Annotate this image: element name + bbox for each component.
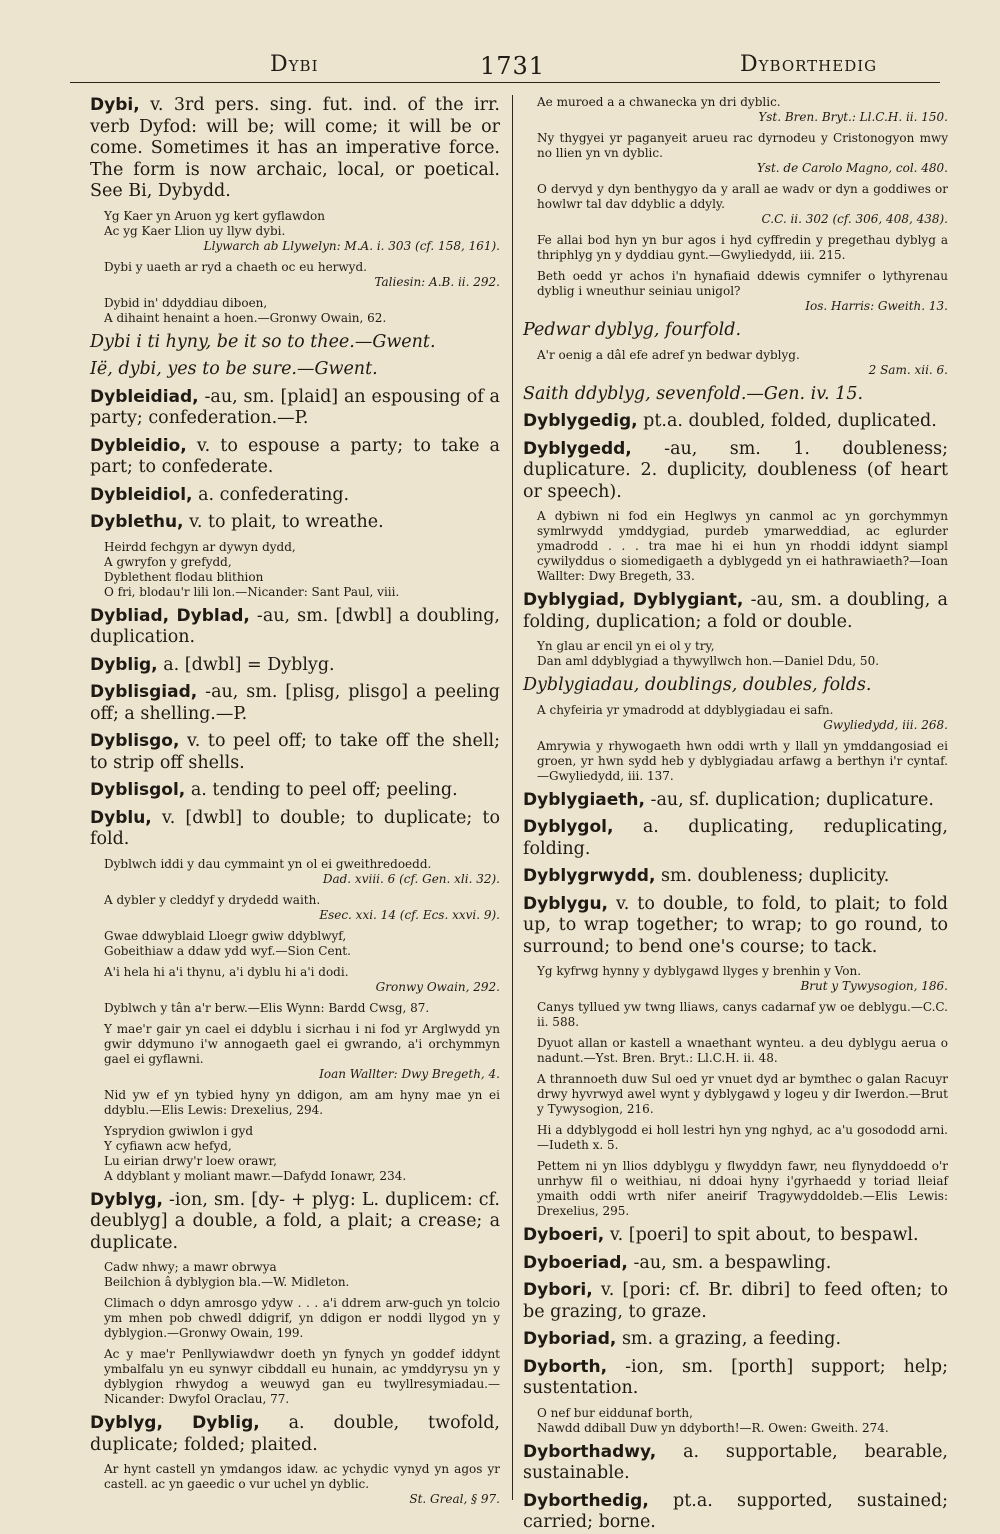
dictionary-entry [90,606,500,649]
citation-text: A dybiwn ni fod ein Heglwys yn canmol ac yn gorchymmyn symlrwydd ymddygiad, purdeb ymarweddiad, ac eglurder ymadrodd . . . tra mae hi ei hun yn rhoddi iddynt siampl cywilyddus o siomedigaeth a dyblygedd yn ei hathrawiaeth?—Ioan Wallter: Dwy Bregeth, 33. [537,509,948,583]
sub-entry: Dybi i ti hyny, be it so to thee.—Gwent. [90,331,436,352]
running-head-left: Dybi [270,52,319,77]
citation-text: Dyblwch iddi y dau cymmaint yn ol ei gweithredoedd. [104,856,432,871]
dictionary-entry [523,1225,948,1247]
citation-text: Yn glau ar encil yn ei ol y try, Dan aml ddyblygiad a thywyllwch hon.—Daniel Ddu, 50. [537,639,880,668]
definition: v. to plait, to wreathe. [189,512,384,532]
citation-source: Taliesin: A.B. ii. 292. [374,274,500,289]
definition: -au, sm. a bespawling. [633,1252,832,1273]
citation [104,209,500,254]
headword: Dybleidio, [90,435,187,456]
definition: v. [poeri] to spit about, to bespawl. [609,1225,919,1245]
citation [537,182,948,227]
headword: Dyborthedig, [523,1490,649,1511]
citation-text: Dyuot allan or kastell a wnaethant wynteu. a deu dyblygu aerua o nadunt.—Yst. Bren. Bryt.: Ll.C.H. ii. 48. [537,1036,948,1065]
dictionary-entry [90,436,500,479]
citation-source: Esec. xxi. 14 (cf. Ecs. xxvi. 9). [319,907,500,922]
citation-text: A'r oenig a dâl efe adref yn bedwar dyblyg. [537,347,800,362]
headword: Dyblygrwydd, [523,866,656,886]
sub-entry: Saith ddyblyg, sevenfold.—Gen. iv. 15. [523,383,864,404]
citation-source: Llywarch ab Llywelyn: M.A. i. 303 (cf. 158, 161). [203,238,500,253]
citation [537,233,948,263]
citation [537,1159,948,1219]
definition: v. to double, to fold, to plait; to fold up, to wrap together; to wrap; to go round, to surround; to bend one's course; to tack. [523,893,948,957]
headword: Dybleidiad, [90,386,199,407]
headword: Dybori, [523,1280,593,1300]
headword: Dyboeri, [523,1225,605,1245]
definition: a. [dwbl] = Dyblyg. [163,654,335,675]
headword: Dyblygedig, [523,411,638,431]
citation [537,269,948,314]
definition: a. confederating. [198,484,350,505]
dictionary-entry [523,590,948,633]
citation-source: Dad. xviii. 6 (cf. Gen. xli. 32). [322,871,500,886]
citation-text: Nid yw ef yn tybied hyny yn ddigon, am am hyny mae yn ei ddyblu.—Elis Lewis: Drexelius, 294. [104,1087,500,1117]
headword: Dyblyg, Dyblig, [90,1413,260,1433]
definition: v. 3rd pers. sing. fut. ind. of the irr. verb Dyfod: will be; will come; it will be or come. Sometimes it has an imperative force. The form is now archaic, local, or poetical. See Bi, Dybydd. [90,95,500,201]
dictionary-entry [90,95,500,203]
dictionary-entry [523,1491,948,1534]
sub-entry: Ië, dybi, yes to be sure.—Gwent. [90,359,378,379]
citation-text: Heirdd fechgyn ar dywyn dydd, A gwryfon y grefydd, Dyblethent flodau blithion O fri, blodau'r lili lon.—Nicander: Sant Paul, viii. [104,539,400,599]
citation [104,929,500,959]
citation-source: Ios. Harris: Gweith. 13. [805,299,948,313]
citation [104,540,500,600]
headword: Dyboriad, [523,1329,617,1349]
dictionary-entry [90,808,500,851]
citation-text: Gwae ddwyblaid Lloegr gwiw ddyblwyf, Gobeithiaw a ddaw ydd wyf.—Sion Cent. [104,928,351,958]
citation [104,893,500,923]
dictionary-entry [523,1280,948,1323]
citation [104,296,500,326]
citation [104,965,500,995]
citation-text: A thrannoeth duw Sul oed yr vnuet dyd ar bymthec o galan Racuyr drwy hyvrwyd awel wynt y dyblygawd y logeu y dir Iwerdon.—Brut y Tywysogion, 216. [537,1072,948,1116]
dictionary-entry [523,1329,948,1351]
definition: a. duplicating, reduplicating, folding. [523,817,948,859]
headword: Dyblygiad, Dyblygiant, [523,590,744,610]
headword: Dyblygu, [523,893,608,914]
definition: v. [dwbl] to double; to duplicate; to fold. [90,807,500,849]
citation [104,857,500,887]
dictionary-entry [90,1190,500,1255]
definition: v. [pori: cf. Br. dibri] to feed often; to be grazing, to graze. [523,1280,948,1322]
citation [104,1001,500,1016]
headword: Dyborthadwy, [523,1441,657,1462]
citation-source: C.C. ii. 302 (cf. 306, 408, 438). [761,212,948,226]
definition: -au, sf. duplication; duplicature. [650,789,934,810]
citation-text: Dyblwch y tân a'r berw.—Elis Wynn: Bardd Cwsg, 87. [104,1000,430,1015]
citation [537,739,948,784]
definition: -au, sm. [dwbl] a doubling, duplication. [90,605,500,647]
dictionary-entry [523,894,948,959]
headword: Dyblygol, [523,817,614,837]
citation-text: Yg kyfrwg hynny y dyblygawd llyges y brenhin y Von. [537,964,862,978]
citation-text: A'i hela hi a'i thynu, a'i dyblu hi a'i dodi. [104,964,349,979]
definition: sm. doubleness; duplicity. [660,866,890,886]
definition: pt.a. supported, sustained; carried; borne. [523,1490,948,1532]
citation-text: Cadw nhwy; a mawr obrwya Beilchion â dyblygion bla.—W. Midleton. [104,1260,350,1289]
citation [537,348,948,378]
running-head [70,48,940,83]
citation [537,95,948,125]
dictionary-entry [90,1413,500,1456]
citation-text: Ac y mae'r Penllywiawdwr doeth yn fynych yn goddef iddynt ymbalfalu yn eu synwyr cibddall eu hunain, ac ymddyrysu yn y dyblygion rhwydog a weuwyd gan eu twyllresymiadau.—Nicander: Dwyfol Oraclau, 77. [104,1347,500,1406]
headword: Dyboeriad, [523,1252,628,1273]
citation [537,509,948,584]
citation-source: Gronwy Owain, 292. [375,979,500,994]
citation-source: Gwyliedydd, iii. 268. [823,717,948,732]
dictionary-entry [523,790,948,812]
definition: v. to peel off; to take off the shell; to strip off shells. [90,731,500,773]
sub-entry: Pedwar dyblyg, fourfold. [523,320,742,340]
running-head-right: Dyborthedig [740,52,878,77]
citation-source: Yst. de Carolo Magno, col. 480. [756,161,948,175]
definition: -au, sm. a doubling, a folding, duplication; a fold or double. [523,590,948,632]
citation [537,1000,948,1030]
citation-text: Y mae'r gair yn cael ei ddyblu i sicrhau i ni fod yr Arglwydd yn gwir ddymuno i'w annogaeth gael ei gwrando, a'i orchymmyn gael ei gyflawni. [104,1021,500,1066]
citation [537,131,948,176]
citation [104,1347,500,1407]
dictionary-entry [523,439,948,504]
dictionary-entry [523,866,948,888]
citation [537,1036,948,1066]
definition: v. to espouse a party; to take a part; to confederate. [90,435,500,477]
citation [104,1124,500,1184]
headword: Dybliad, Dyblad, [90,605,250,626]
headword: Dybi, [90,95,140,115]
citation-text: Ysprydion gwiwlon i gyd Y cyfiawn acw hefyd, Lu eirian drwy'r loew orawr, A ddyblant y moliant mawr.—Dafydd Ionawr, 234. [104,1123,407,1183]
citation-text: Beth oedd yr achos i'n hynafiaid ddewis cymnifer o lythyrenau dyblig i wneuthur seiniau unigol? [537,269,948,298]
citation [104,260,500,290]
dictionary-entry [90,512,500,534]
citation-text: A chyfeiria yr ymadrodd at ddyblygiadau ei safn. [537,702,834,717]
citation-text: Ny thygyei yr paganyeit arueu rac dyrnodeu y Cristonogyon mwy no llien yn vn dyblic. [537,131,948,160]
headword: Dyblygedd, [523,438,632,459]
citation-text: O nef bur eiddunaf borth, Nawdd ddiball Duw yn ddyborth!—R. Owen: Gweith. 274. [537,1405,889,1435]
citation-text: O dervyd y dyn benthygyo da y arall ae wadv or dyn a goddiwes or howlwr tal dav ddyblic a ddyly. [537,182,948,211]
citation-text: Climach o ddyn amrosgo ydyw . . . a'i ddrem arw-guch yn tolcio ym mhen pob chwedl ddigrif, yn ddigon er noddi llygod yn y dyblygion.—Gronwy Owain, 199. [104,1296,500,1340]
headword: Dyblisgiad, [90,682,198,702]
citation-text: Ar hynt castell yn ymdangos idaw. ac ychydic vynyd yn agos yr castell. ac yn gaeedic o vur uchel yn dyblic. [104,1462,500,1491]
left-column [90,95,500,1506]
dictionary-entry [90,682,500,725]
citation [104,1462,500,1507]
definition: a. double, twofold, duplicate; folded; plaited. [90,1413,500,1455]
citation-source: Yst. Bren. Bryt.: Ll.C.H. ii. 150. [758,110,948,124]
definition: a. tending to peel off; peeling. [190,780,458,800]
citation [537,1123,948,1153]
sub-entry: Dyblygiadau, doublings, doubles, folds. [523,675,872,695]
right-column [512,95,948,1532]
citation [537,964,948,994]
definition: -au, sm. [plaid] an espousing of a party; confederation.—P. [90,386,500,428]
citation-source: St. Greal, § 97. [409,1492,500,1506]
citation [537,1072,948,1117]
citation-text: Amrywia y rhywogaeth hwn oddi wrth y llall yn ymddangosiad ei groen, yr hwn sydd heb y dyblygiadau arfawg a berthyn i'r cyntaf.—Gwyliedydd, iii. 137. [537,738,948,783]
headword: Dyblisgo, [90,731,180,751]
citation [537,703,948,733]
citation [537,1406,948,1436]
dictionary-entry [523,1253,948,1275]
dictionary-entry [90,780,500,802]
dictionary-entry [523,1442,948,1485]
dictionary-entry [90,655,500,677]
definition: a. supportable, bearable, sustainable. [523,1441,948,1483]
dictionary-entry [90,485,500,507]
page-number: 1731 [480,52,546,80]
citation [104,1260,500,1290]
dictionary-entry [523,1357,948,1400]
citation-text: Yg Kaer yn Aruon yg kert gyflawdon Ac yg Kaer Llion uy llyw dybi. [104,208,325,238]
definition: -au, sm. 1. doubleness; duplicature. 2. duplicity, doubleness (of heart or speech). [523,438,948,502]
definition: sm. a grazing, a feeding. [621,1329,842,1349]
definition: pt.a. doubled, folded, duplicated. [643,411,937,431]
definition: -au, sm. [plisg, plisgo] a peeling off; a shelling.—P. [90,682,500,724]
headword: Dyblu, [90,807,152,828]
citation-text: Dybi y uaeth ar ryd a chaeth oc eu herwyd. [104,259,367,274]
headword: Dybleidiol, [90,484,193,505]
citation-text: Dybid in' ddyddiau diboen, A dihaint henaint a hoen.—Gronwy Owain, 62. [104,295,387,325]
dictionary-entry [90,387,500,430]
dictionary-entry [90,731,500,774]
headword: Dyblethu, [90,512,184,532]
citation-text: Fe allai bod hyn yn bur agos i hyd cyffredin y pregethau dyblyg a thriphlyg yn y dyddiau gynt.—Gwyliedydd, iii. 215. [537,233,948,262]
headword: Dyblygiaeth, [523,789,645,810]
headword: Dyborth, [523,1356,608,1377]
citation-text: Canys tyllued yw twng lliaws, canys cadarnaf yw oe deblygu.—C.C. ii. 588. [537,1000,948,1029]
citation-source: Ioan Wallter: Dwy Bregeth, 4. [319,1066,500,1081]
dictionary-entry [523,411,948,433]
definition: -ion, sm. [porth] support; help; sustentation. [523,1356,948,1398]
headword: Dyblyg, [90,1189,163,1210]
dictionary-entry [523,817,948,860]
citation-source: 2 Sam. xii. 6. [868,362,948,377]
citation [104,1296,500,1341]
citation [104,1088,500,1118]
citation-text: Hi a ddyblygodd ei holl lestri hyn yng nghyd, ac a'u gosododd arni.—Iudeth x. 5. [537,1123,948,1152]
definition: -ion, sm. [dy- + plyg: L. duplicem: cf. deublyg] a double, a fold, a plait; a crease; a duplicate. [90,1189,500,1253]
citation [104,1022,500,1082]
headword: Dyblisgol, [90,780,186,800]
headword: Dyblig, [90,654,158,675]
citation-text: Ae muroed a a chwanecka yn dri dyblic. [537,95,781,109]
citation [537,639,948,669]
citation-source: Brut y Tywysogion, 186. [800,979,948,993]
citation-text: A dybler y cleddyf y drydedd waith. [104,892,321,907]
citation-text: Pettem ni yn llios ddyblygu y flwyddyn fawr, neu flynyddoedd o'r unrhyw fil o weithiau, ni ddoai hyny i'gyrhaedd y toriad lleiaf ymaith oddi wrth nifer aneirif Tragywyddoldeb.—Elis Lewis: Drexelius, 295. [537,1159,948,1218]
